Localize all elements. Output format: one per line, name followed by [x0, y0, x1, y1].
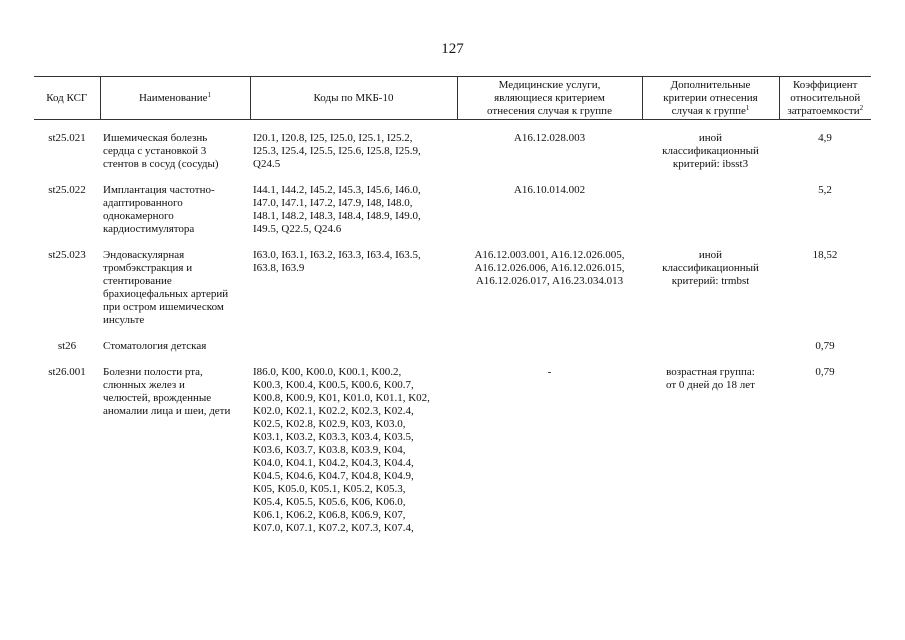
cell-services: [457, 184, 642, 236]
header-additional: Дополнительные критерии отнесения случая к группе$^1$: [642, 77, 779, 120]
header-code: Код КСГ: [34, 77, 100, 120]
cell-code: st25.023: [48, 249, 86, 261]
cell-name: [100, 366, 250, 535]
cell-mkb-codes-line: Q24.5: [253, 158, 281, 170]
cell-name-line: слюнных желез и: [103, 379, 185, 391]
row-gap: [34, 171, 871, 184]
table-row: [34, 184, 871, 236]
cell-mkb-codes-line: K04.5, K04.6, K04.7, K04.8, K04.9,: [253, 470, 414, 482]
cell-code: st25.022: [48, 184, 86, 196]
cell-additional-criteria: [642, 132, 779, 171]
cell-additional-criteria-line: возрастная группа:: [666, 366, 755, 378]
cell-coefficient: 0,79: [815, 340, 835, 352]
table-row: [34, 249, 871, 327]
cell-services-line: A16.12.003.001, A16.12.026.005,: [474, 249, 625, 261]
cell-services-line: A16.12.026.017, A16.23.034.013: [475, 275, 624, 287]
cell-name: [100, 132, 250, 171]
header-services: Медицинские услуги, являющиеся критерием отнесения случая к группе: [457, 77, 642, 120]
row-gap: [34, 327, 871, 340]
cell-additional-criteria: [642, 366, 779, 535]
cell-mkb-codes-line: K03.6, K03.7, K03.8, K03.9, K04,: [253, 444, 406, 456]
cell-services: [457, 249, 642, 327]
cell-mkb-codes-line: K02.5, K02.8, K02.9, K03, K03.0,: [253, 418, 406, 430]
cell-mkb-codes: [250, 132, 457, 171]
cell-mkb-codes-line: I20.1, I20.8, I25, I25.0, I25.1, I25.2,: [253, 132, 413, 144]
cell-name-line: челюстей, врожденные: [103, 392, 212, 404]
cell-additional-criteria: [642, 340, 779, 353]
cell-name-line: Эндоваскулярная: [103, 249, 185, 261]
cell-mkb-codes-line: I63.8, I63.9: [253, 262, 305, 274]
cell-mkb-codes-line: I25.3, I25.4, I25.5, I25.6, I25.8, I25.9,: [253, 145, 421, 157]
cell-coefficient: 4,9: [818, 132, 832, 144]
cell-name-line: аномалии лица и шеи, дети: [103, 405, 231, 417]
table-header-row: [34, 77, 871, 120]
cell-name-line: стентирование: [103, 275, 172, 287]
cell-name-line: Имплантация частотно-: [103, 184, 215, 196]
cell-services: [457, 340, 642, 353]
cell-mkb-codes: [250, 340, 457, 353]
cell-mkb-codes-line: I47.0, I47.1, I47.2, I47.9, I48, I48.0,: [253, 197, 413, 209]
cell-mkb-codes-line: K05, K05.0, K05.1, K05.2, K05.3,: [253, 483, 406, 495]
cell-services-line: A16.12.026.006, A16.12.026.015,: [474, 262, 625, 274]
cell-mkb-codes-line: K00.3, K00.4, K00.5, K00.6, K00.7,: [253, 379, 414, 391]
row-gap: [34, 236, 871, 249]
cell-coefficient: 0,79: [815, 366, 835, 378]
cell-name-line: адаптированного: [103, 197, 183, 209]
cell-name: [100, 184, 250, 236]
cell-services: [457, 366, 642, 535]
cell-coefficient: 18,52: [812, 249, 838, 261]
cell-additional-criteria-line: классификационный: [662, 262, 759, 274]
row-gap: [34, 353, 871, 366]
ksg-table: [34, 76, 871, 535]
cell-mkb-codes-line: I48.1, I48.2, I48.3, I48.4, I48.9, I49.0,: [253, 210, 421, 222]
cell-mkb-codes-line: K06.1, K06.2, K06.8, K06.9, K07,: [253, 509, 406, 521]
cell-services-line: -: [547, 366, 552, 378]
cell-name-line: кардиостимулятора: [103, 223, 195, 235]
cell-additional-criteria: [642, 249, 779, 327]
cell-mkb-codes-line: K02.0, K02.1, K02.2, K02.3, K02.4,: [253, 405, 414, 417]
cell-name-line: брахиоцефальных артерий: [103, 288, 229, 300]
cell-additional-criteria: [642, 184, 779, 236]
cell-coefficient: 5,2: [818, 184, 832, 196]
cell-additional-criteria-line: иной: [698, 249, 723, 261]
cell-name-line: Стоматология детская: [103, 340, 207, 352]
cell-code: st26: [57, 340, 77, 352]
page-number: 127: [441, 41, 464, 57]
cell-name-line: стентов в сосуд (сосуды): [103, 158, 219, 170]
cell-name: [100, 340, 250, 353]
table-row: [34, 366, 871, 535]
table-row: [34, 340, 871, 353]
table-spacer: [34, 120, 871, 133]
cell-additional-criteria-line: иной: [698, 132, 723, 144]
cell-additional-criteria-line: классификационный: [662, 145, 759, 157]
cell-name-line: при остром ишемическом: [103, 301, 224, 313]
cell-services: [457, 132, 642, 171]
cell-name-line: инсульте: [103, 314, 145, 326]
cell-mkb-codes-line: I49.5, Q22.5, Q24.6: [253, 223, 342, 235]
cell-mkb-codes-line: K04.0, K04.1, K04.2, K04.3, K04.4,: [253, 457, 414, 469]
cell-mkb-codes-line: K00.8, K00.9, K01, K01.0, K01.1, K02,: [253, 392, 430, 404]
cell-mkb-codes: [250, 249, 457, 327]
cell-mkb-codes-line: K03.1, K03.2, K03.3, K03.4, K03.5,: [253, 431, 414, 443]
header-mkb: Коды по МКБ-10: [250, 77, 457, 120]
cell-name-line: тромбэкстракция и: [103, 262, 193, 274]
cell-mkb-codes-line: I63.0, I63.1, I63.2, I63.3, I63.4, I63.5,: [253, 249, 421, 261]
cell-mkb-codes-line: I86.0, K00, K00.0, K00.1, K00.2,: [253, 366, 402, 378]
cell-name: [100, 249, 250, 327]
cell-additional-criteria-line: критерий: trmbst: [671, 275, 750, 287]
table-row: [34, 132, 871, 171]
cell-name-line: Болезни полости рта,: [103, 366, 203, 378]
cell-name-line: однокамерного: [103, 210, 174, 222]
cell-services-line: A16.10.014.002: [513, 184, 586, 196]
header-name: Наименование$^1$: [100, 77, 250, 120]
cell-mkb-codes-line: K05.4, K05.5, K05.6, K06, K06.0,: [253, 496, 406, 508]
cell-services-line: A16.12.028.003: [513, 132, 586, 144]
cell-additional-criteria-line: критерий: ibsst3: [672, 158, 749, 170]
cell-mkb-codes-line: I44.1, I44.2, I45.2, I45.3, I45.6, I46.0,: [253, 184, 421, 196]
header-coefficient: Коэффициент относительной затратоемкости$^2$: [779, 77, 871, 120]
cell-additional-criteria-line: от 0 дней до 18 лет: [666, 379, 755, 391]
table-body: [34, 120, 871, 536]
cell-name-line: сердца с установкой 3: [103, 145, 207, 157]
cell-mkb-codes-line: K07.0, K07.1, K07.2, K07.3, K07.4,: [253, 522, 414, 534]
cell-name-line: Ишемическая болезнь: [103, 132, 208, 144]
cell-mkb-codes: [250, 184, 457, 236]
cell-code: st25.021: [48, 132, 86, 144]
cell-mkb-codes: [250, 366, 457, 535]
cell-code: st26.001: [48, 366, 86, 378]
